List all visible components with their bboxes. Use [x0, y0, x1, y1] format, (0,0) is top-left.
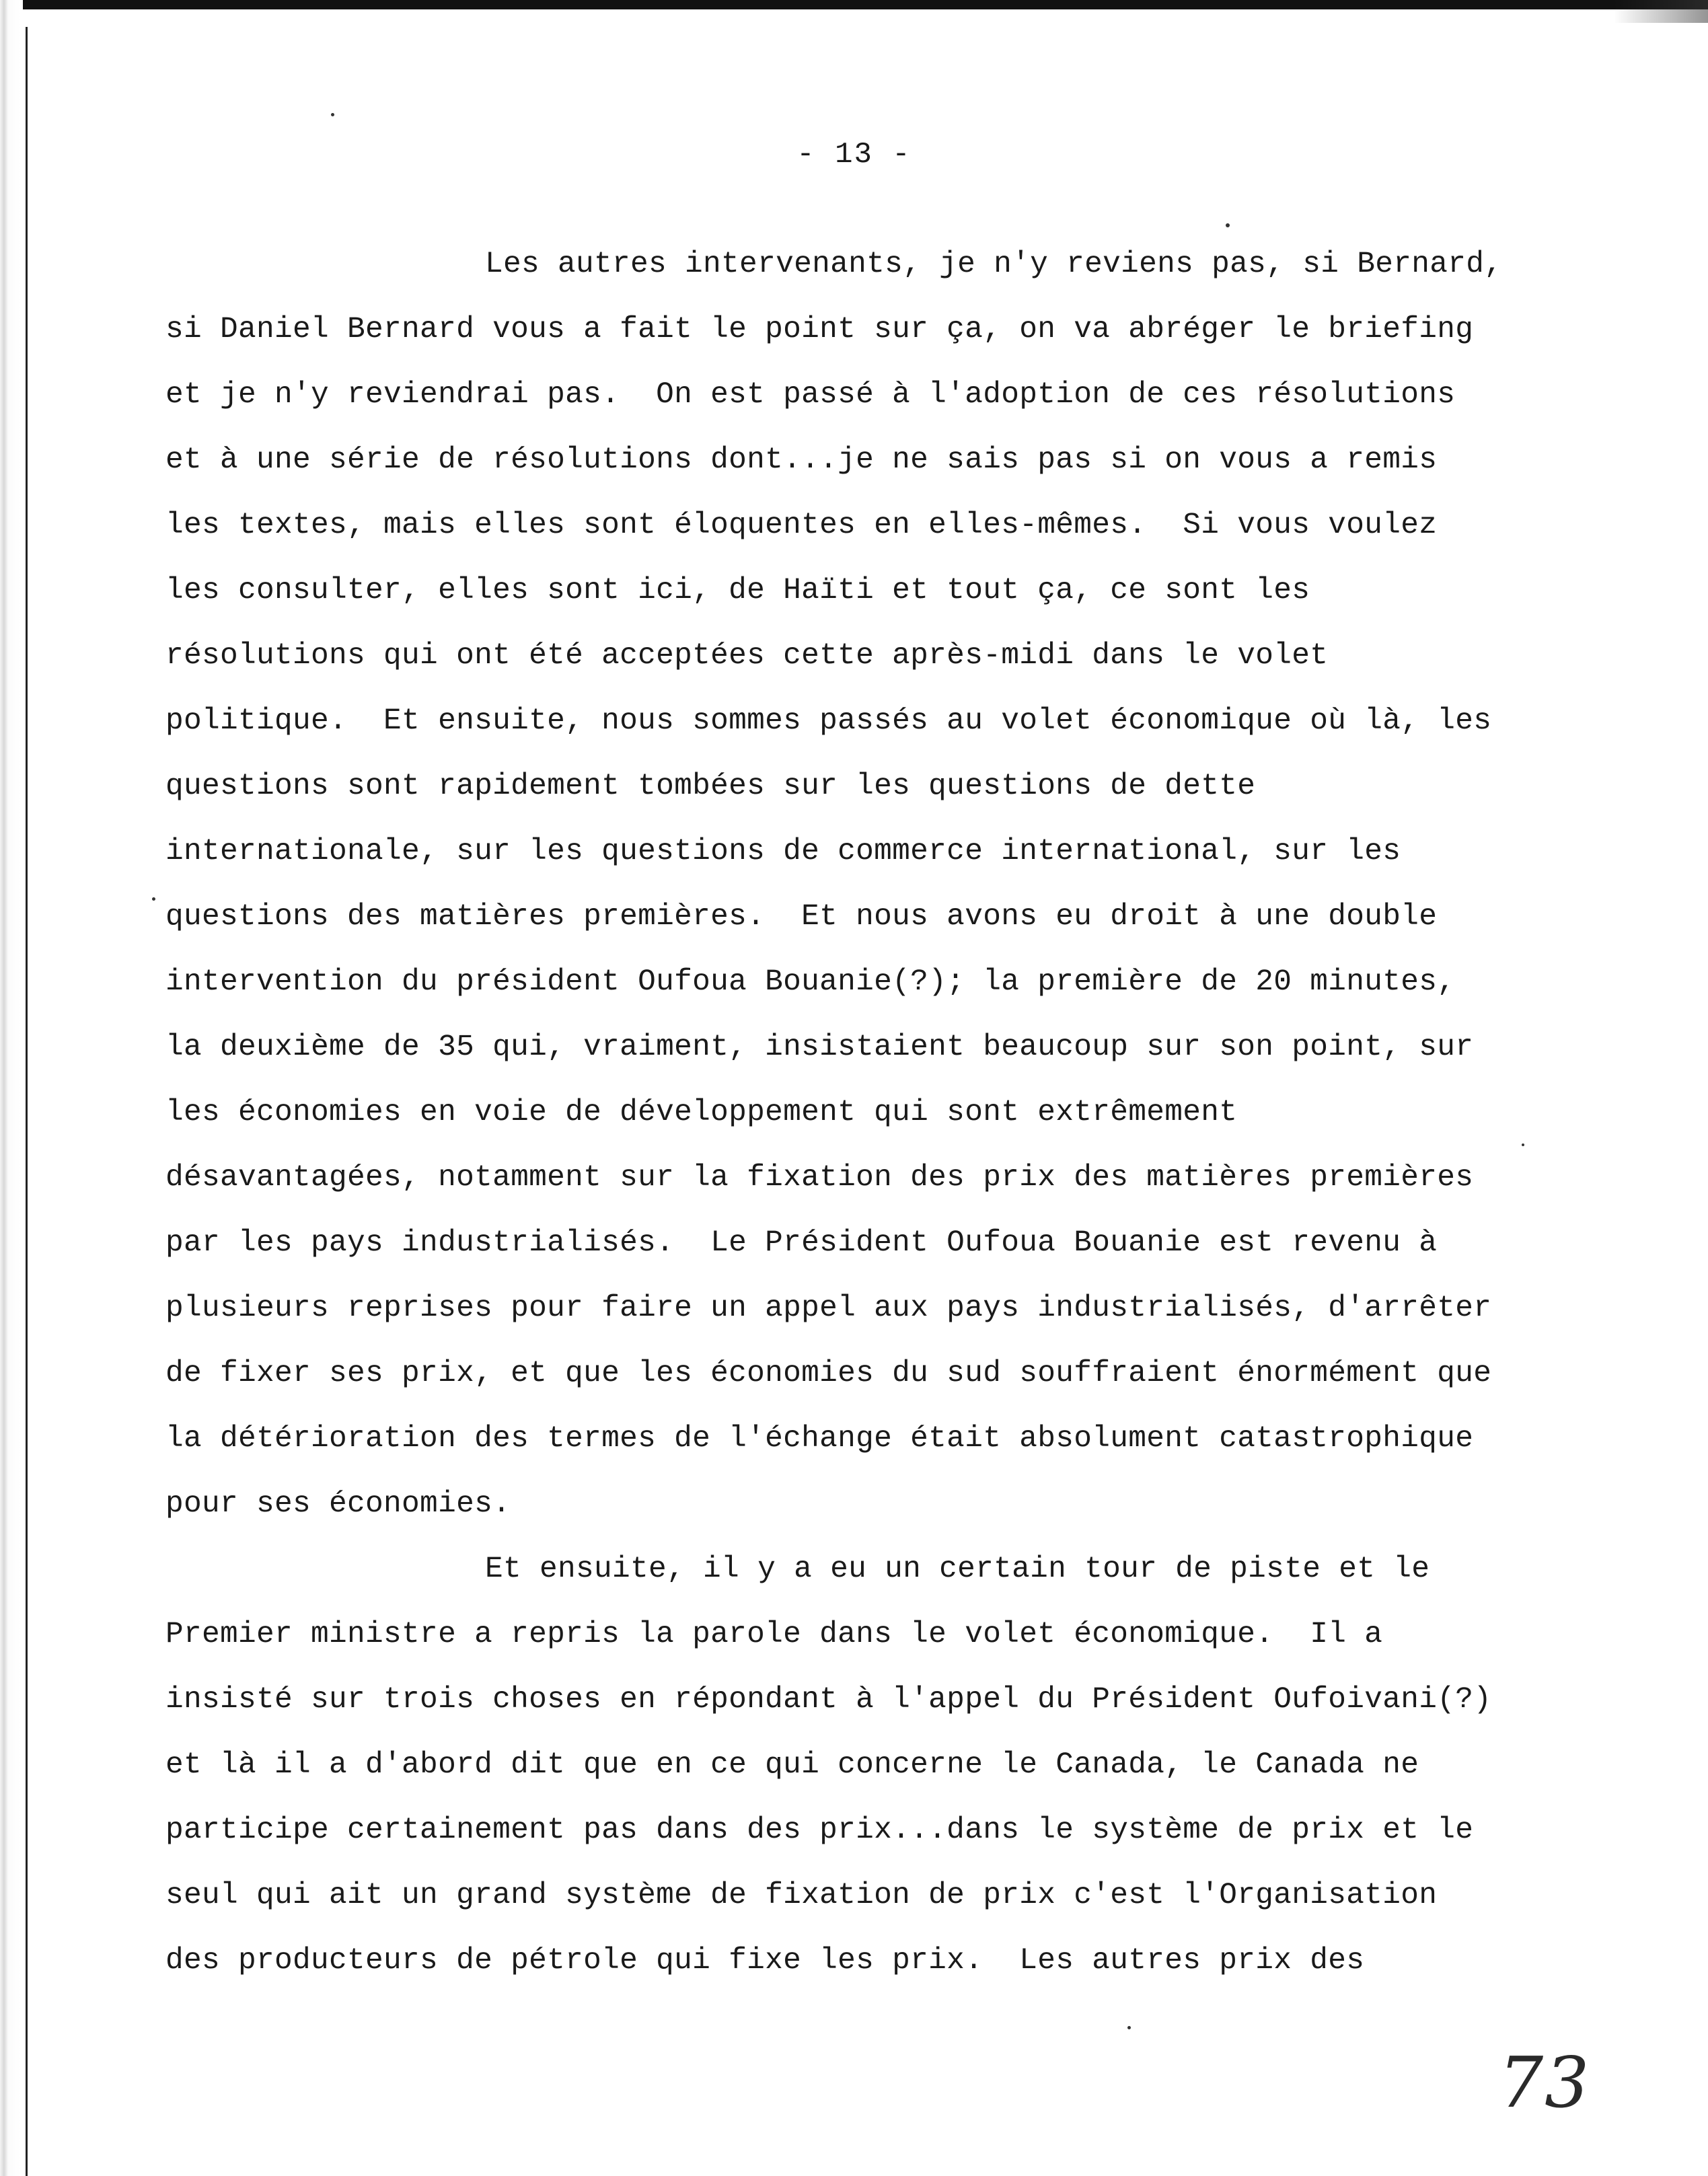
scan-speck: [1127, 2026, 1131, 2029]
text-line: la deuxième de 35 qui, vraiment, insistaient beaucoup sur son point, sur: [165, 1030, 1474, 1064]
text-line: la détérioration des termes de l'échange était absolument catastrophique: [165, 1422, 1474, 1456]
text-line: questions des matières premières. Et nous avons eu droit à une double: [165, 900, 1438, 934]
scan-left-margin: [0, 0, 23, 2176]
text-line: si Daniel Bernard vous a fait le point sur ça, on va abréger le briefing: [165, 313, 1474, 346]
text-line: par les pays industrialisés. Le Président Oufoua Bouanie est revenu à: [165, 1226, 1438, 1260]
text-line: de fixer ses prix, et que les économies du sud souffraient énormément que: [165, 1357, 1492, 1390]
text-line: intervention du président Oufoua Bouanie(?); la première de 20 minutes,: [165, 965, 1456, 999]
page-left-edge-line: [26, 27, 28, 2176]
text-line: et à une série de résolutions dont...je ne sais pas si on vous a remis: [165, 443, 1438, 477]
text-line: désavantagées, notamment sur la fixation des prix des matières premières: [165, 1161, 1474, 1195]
scan-speck: [331, 113, 334, 116]
page-number: - 13 -: [796, 138, 912, 172]
text-line: internationale, sur les questions de commerce international, sur les: [165, 835, 1401, 868]
text-line: résolutions qui ont été acceptées cette après-midi dans le volet: [165, 639, 1329, 673]
handwritten-page-number: 73: [1499, 2041, 1591, 2124]
text-line: seul qui ait un grand système de fixation de prix c'est l'Organisation: [165, 1879, 1438, 1912]
transcript-body: [165, 232, 1625, 1994]
text-line: plusieurs reprises pour faire un appel aux pays industrialisés, d'arrêter: [165, 1291, 1492, 1325]
text-line: participe certainement pas dans des prix...dans le système de prix et le: [165, 1813, 1474, 1847]
scan-speck: [1226, 223, 1230, 227]
scan-speck: [1522, 1143, 1524, 1146]
text-line: politique. Et ensuite, nous sommes passés au volet économique où là, les: [165, 704, 1492, 738]
text-line: Les autres intervenants, je n'y reviens pas, si Bernard,: [485, 248, 1503, 281]
text-line: Et ensuite, il y a eu un certain tour de piste et le: [485, 1552, 1430, 1586]
text-line: insisté sur trois choses en répondant à l'appel du Président Oufoivani(?): [165, 1683, 1492, 1717]
text-line: et là il a d'abord dit que en ce qui concerne le Canada, le Canada ne: [165, 1748, 1419, 1782]
text-line: questions sont rapidement tombées sur les questions de dette: [165, 770, 1256, 803]
text-line: pour ses économies.: [165, 1487, 511, 1521]
scan-speck: [152, 897, 155, 901]
scan-corner-smudge: [1614, 0, 1708, 23]
scan-top-border: [0, 0, 1708, 9]
text-line: Premier ministre a repris la parole dans le volet économique. Il a: [165, 1618, 1383, 1651]
text-line: les économies en voie de développement qui sont extrêmement: [165, 1096, 1238, 1129]
text-line: les consulter, elles sont ici, de Haïti et tout ça, ce sont les: [165, 574, 1310, 607]
text-line: les textes, mais elles sont éloquentes en elles-mêmes. Si vous voulez: [165, 509, 1438, 542]
text-line: des producteurs de pétrole qui fixe les prix. Les autres prix des: [165, 1944, 1365, 1978]
text-line: et je n'y reviendrai pas. On est passé à l'adoption de ces résolutions: [165, 378, 1456, 412]
